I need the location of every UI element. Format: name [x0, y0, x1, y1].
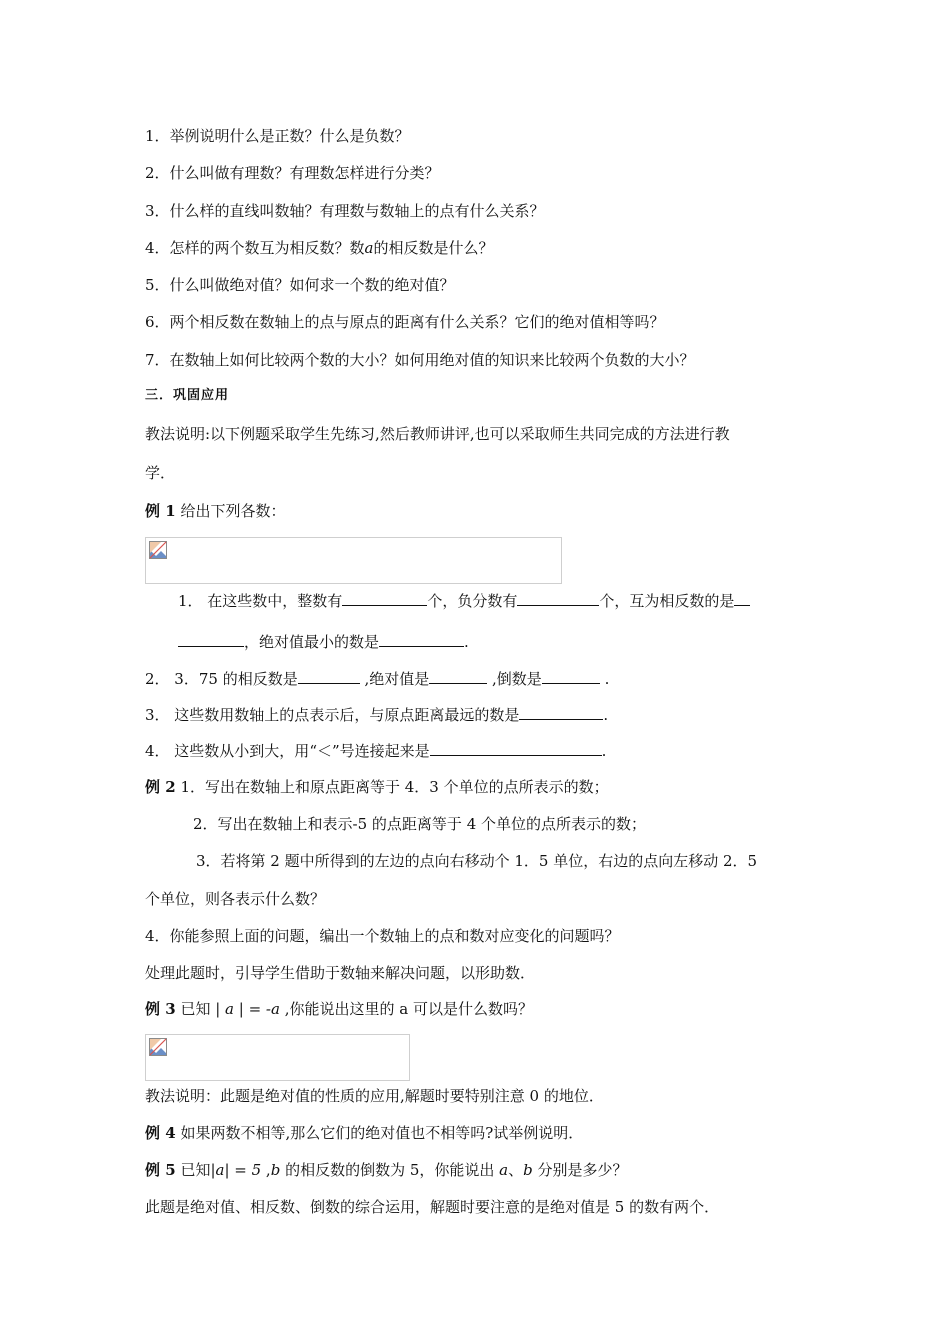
example-3-label: 例 3: [145, 1000, 176, 1018]
example-3: [145, 999, 533, 1019]
example-1-label: 例 1: [145, 502, 176, 520]
variable-b: b: [270, 1161, 281, 1179]
method-note-cont: 学．: [145, 464, 176, 482]
example-1-text: 给出下列各数：: [175, 502, 286, 520]
q3-text-b: .: [603, 706, 609, 724]
q4-text-b: .: [601, 742, 607, 760]
ex3-text-b: | =: [233, 1000, 266, 1018]
question-3: 3．什么样的直线叫数轴？有理数与数轴上的点有什么关系？: [145, 202, 545, 220]
example-5-label: 例 5: [145, 1161, 176, 1179]
q1-text-a: 1． 在这些数中，整数有: [178, 592, 343, 610]
ex5-text-a: 已知: [175, 1161, 211, 1179]
example-1-q3: [145, 704, 608, 725]
blank: [429, 668, 487, 684]
example-4-text: 如果两数不相等,那么它们的绝对值也不相等吗?试举例说明．: [175, 1124, 584, 1142]
ex3-text-a: 已知 |: [175, 1000, 226, 1018]
example-4-label: 例 4: [145, 1124, 176, 1142]
question-4-text: 4．怎样的两个数互为相反数？数: [145, 239, 365, 257]
example-1-q4: [145, 740, 606, 761]
variable-a: a: [225, 1000, 234, 1018]
q1-text-b: 个，负分数有: [427, 592, 518, 610]
question-5: 5．什么叫做绝对值？如何求一个数的绝对值？: [145, 276, 455, 294]
q2-text-a: 2． 3．75 的相反数是: [145, 670, 298, 688]
broken-image-icon: [149, 541, 167, 563]
variable-a: a: [364, 239, 374, 257]
ex3-text-c: ,你能说出这里的 a 可以是什么数吗？: [279, 1000, 533, 1018]
ex5-text-e: 分别是多少？: [532, 1161, 628, 1179]
ex5-text-d: 、: [508, 1161, 524, 1179]
blank: [342, 590, 427, 606]
example-2-q3: 3．若将第 2 题中所得到的左边的点向右移动个 1．5 单位，右边的点向左移动 2．5: [196, 852, 758, 870]
example-3-note: 教法说明：此题是绝对值的性质的应用,解题时要特别注意 0 的地位．: [145, 1087, 604, 1105]
blank: [517, 590, 599, 606]
example-5-note: 此题是绝对值、相反数、倒数的综合运用，解题时要注意的是绝对值是 5 的数有两个．: [145, 1198, 720, 1216]
image-placeholder-1: [145, 537, 562, 584]
example-2-label: 例 2: [145, 778, 176, 796]
question-7: 7．在数轴上如何比较两个数的大小？如何用绝对值的知识来比较两个负数的大小？: [145, 351, 695, 369]
image-placeholder-2: [145, 1034, 410, 1081]
question-1: 1．举例说明什么是正数？什么是负数？: [145, 127, 410, 145]
blank: [734, 590, 750, 606]
q2-text-d: .: [599, 670, 610, 688]
blank: [519, 704, 603, 720]
method-note: 教法说明:以下例题采取学生先练习,然后教师讲评,也可以采取师生共同完成的方法进行教: [145, 425, 730, 443]
section-heading: 三．巩固应用: [145, 388, 230, 403]
q3-text-a: 3． 这些数用数轴上的点表示后，与原点距离最远的数是: [145, 706, 520, 724]
example-1-q1: [178, 590, 750, 611]
variable-b: b: [523, 1161, 533, 1179]
question-6: 6．两个相反数在数轴上的点与原点的距离有什么关系？它们的绝对值相等吗？: [145, 313, 665, 331]
question-2: 2．什么叫做有理数？有理数怎样进行分类？: [145, 164, 440, 182]
blank: [542, 668, 600, 684]
broken-image-icon: [149, 1038, 167, 1060]
blank: [178, 631, 244, 647]
q2-text-c: ,倒数是: [487, 670, 542, 688]
example-4: [145, 1123, 583, 1143]
q4-text-a: 4． 这些数从小到大，用“＜”号连接起来是: [145, 742, 430, 760]
example-2-q3-cont: 个单位，则各表示什么数？: [145, 890, 326, 908]
example-2: [145, 777, 609, 797]
question-4-text-end: 的相反数是什么？: [373, 239, 494, 257]
example-2-note: 处理此题时，引导学生借助于数轴来解决问题，以形助数．: [145, 964, 536, 982]
example-2-q4: 4．你能参照上面的问题，编出一个数轴上的点和数对应变化的问题吗？: [145, 927, 620, 945]
example-2-q1: 1．写出在数轴上和原点距离等于 4．3 个单位的点所表示的数；: [175, 778, 609, 796]
abs-expression: |a| = 5: [210, 1161, 262, 1179]
blank: [298, 668, 360, 684]
example-1-q1-cont: [178, 631, 469, 652]
question-4: [145, 238, 494, 258]
variable-neg-a: -a: [265, 1000, 280, 1018]
q1-text-d: ，绝对值最小的数是: [244, 633, 380, 651]
q2-text-b: ,绝对值是: [359, 670, 430, 688]
example-2-q2: 2．写出在数轴上和表示-5 的点距离等于 4 个单位的点所表示的数；: [193, 815, 647, 833]
example-1: [145, 501, 285, 521]
ex5-text-c: 的相反数的倒数为 5，你能说出: [280, 1161, 500, 1179]
blank: [430, 740, 602, 756]
ex5-text-b: ,: [261, 1161, 271, 1179]
example-1-q2: [145, 668, 609, 689]
example-5: [145, 1160, 628, 1180]
q1-text-c: 个，互为相反数的是: [599, 592, 735, 610]
q1-text-e: .: [464, 633, 469, 651]
blank: [379, 631, 464, 647]
variable-a: a: [499, 1161, 509, 1179]
